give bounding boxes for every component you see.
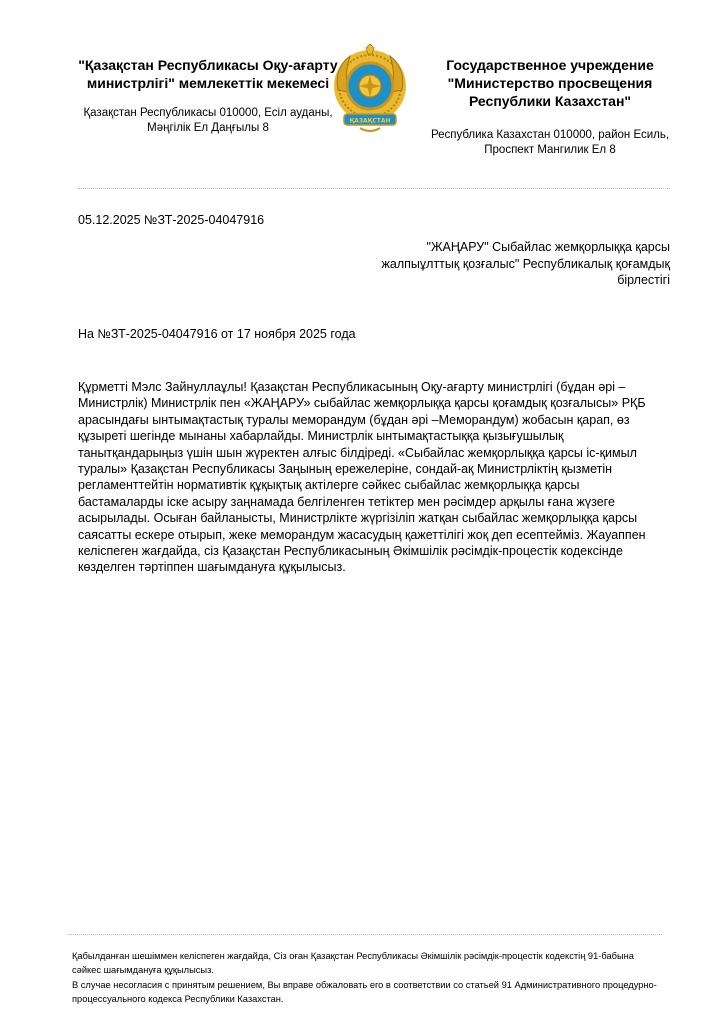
kazakhstan-state-emblem-icon: [330, 44, 410, 134]
org-name-kazakh: "Қазақстан Республикасы Оқу-ағарту министрлігі" мемлекеттік мекемесі: [78, 57, 338, 91]
document-date-number: 05.12.2025 №ЗТ-2025-04047916: [78, 213, 265, 227]
org-name-russian: Государственное учреждение "Министерство просвещения Республики Казахстан": [446, 57, 654, 109]
org-address-kazakh: Қазақстан Республикасы 010000, Есіл ауданы, Мәңгілік Ел Даңғылы 8: [83, 107, 333, 134]
footer-notice: [72, 950, 662, 1008]
org-address-russian: Республика Казахстан 010000, район Есиль, Проспект Мангилик Ел 8: [430, 129, 670, 156]
header-left-block: [78, 56, 338, 136]
header-right-block: [430, 56, 670, 158]
reply-reference: На №ЗТ-2025-04047916 от 17 ноября 2025 года: [78, 327, 356, 341]
footer-notice-kazakh: Қабылданған шешіммен келіспеген жағдайда, Сіз оған Қазақстан Республикасы Әкімшілік рәсімдік-процестік кодекстің 91-бабына сәйкес шағымдануға құқылысыз.: [72, 951, 634, 975]
recipient-block: "ЖАҢАРУ" Сыбайлас жемқорлыққа қарсы жалпыұлттық қозғалыс" Республикалық қоғамдық бірлестігі: [381, 240, 670, 287]
footer-divider: [68, 934, 662, 935]
footer-notice-russian: В случае несогласия с принятым решением, Вы вправе обжаловать его в соответствии со статьей 91 Административного процедурно-процессуального кодекса Республики Казахстан.: [72, 980, 657, 1004]
emblem-ribbon-text: ҚАЗАҚСТАН: [349, 117, 391, 125]
header-divider: [78, 188, 670, 189]
letter-body: Құрметті Мэлс Зайнуллаұлы! Қазақстан Республикасының Оқу-ағарту министрлігі (бұдан әрі – Министрлік) Министрлік пен «ЖАҢАРУ» сыбайлас жемқорлыққа қарсы қоғамдық қозғалысы» РҚБ арасындағы ынтымақтастық туралы меморандум (бұдан әрі –Меморандум) жобасын қарап, өз құзыреті шегінде мынаны хабарлайды. Министрлік ынтымақтастыққа қызығушылық танытқандарыңыз үшін шын жүректен алғыс білдіреді. «Сыбайлас жемқорлыққа қарсы іс-қимыл туралы» Қазақстан Республикасы Заңының ережелеріне, сондай-ақ Министрліктің қызметін регламенттейтін нормативтік құқықтық актілерге сәйкес сыбайлас жемқорлыққа қарсы бастамаларды іске асыру заңнамада белгіленген тетіктер мен рәсімдер арқылы ғана жүзеге асырылады. Осыған байланысты, Министрлікте жүргізіліп жатқан сыбайлас жемқорлыққа қарсы саясатты ескере отырып, жеке меморандум жасасудың қажеттілігі жоқ деп есептейміз. Жауаппен келіспеген жағдайда, сіз Қазақстан Республикасының Әкімшілік рәсімдік-процестік кодексінде көзделген тәртіппен шағымдануға құқылысыз.: [78, 380, 646, 575]
